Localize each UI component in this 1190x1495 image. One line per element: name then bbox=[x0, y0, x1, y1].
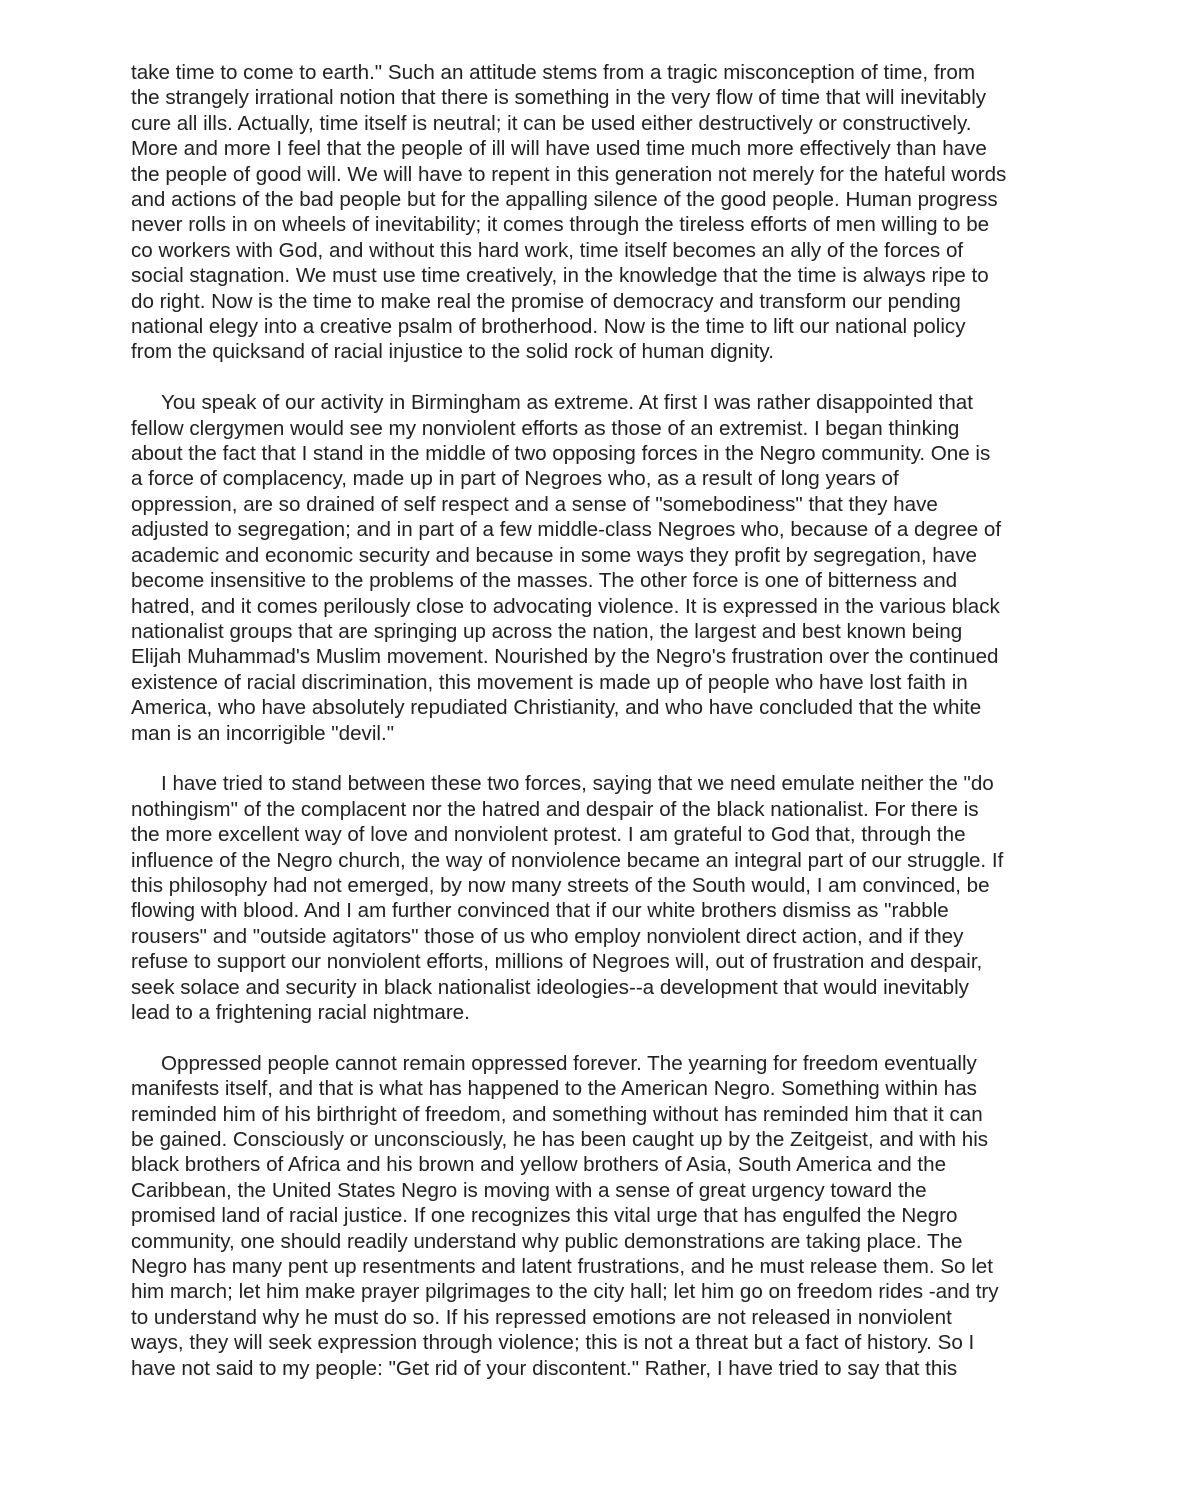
text-line: hatred, and it comes perilously close to advocating violence. It is expressed in the various black bbox=[131, 594, 1000, 618]
text-line: the strangely irrational notion that there is something in the very flow of time that will inevitably bbox=[131, 86, 987, 110]
text-line: Elijah Muhammad's Muslim movement. Nourished by the Negro's frustration over the continued bbox=[131, 645, 999, 669]
text-line: national elegy into a creative psalm of brotherhood. Now is the time to lift our national policy bbox=[131, 315, 966, 339]
text-line: adjusted to segregation; and in part of a few middle-class Negroes who, because of a degree of bbox=[131, 518, 1002, 542]
paragraph-1 bbox=[131, 60, 1071, 365]
text-line: co workers with God, and without this hard work, time itself becomes an ally of the forces of bbox=[131, 238, 964, 262]
paragraph-3 bbox=[131, 771, 1071, 1025]
text-line: I have tried to stand between these two forces, saying that we need emulate neither the "do bbox=[161, 772, 994, 796]
text-line: lead to a frightening racial nightmare. bbox=[131, 1001, 470, 1024]
text-line: promised land of racial justice. If one recognizes this vital urge that has engulfed the Negro bbox=[131, 1204, 958, 1228]
text-line: to understand why he must do so. If his repressed emotions are not released in nonviolent bbox=[131, 1305, 952, 1329]
text-line: and actions of the bad people but for the appalling silence of the good people. Human progress bbox=[131, 188, 998, 212]
paragraph-2 bbox=[131, 390, 1071, 746]
text-line: existence of racial discrimination, this movement is made up of people who have lost faith in bbox=[131, 670, 968, 694]
text-line: about the fact that I stand in the middle of two opposing forces in the Negro community. One is bbox=[131, 442, 991, 466]
text-line: fellow clergymen would see my nonviolent efforts as those of an extremist. I began thinking bbox=[131, 416, 960, 440]
text-line: social stagnation. We must use time creatively, in the knowledge that the time is always ripe to bbox=[131, 264, 989, 288]
text-line: the people of good will. We will have to repent in this generation not merely for the hateful words bbox=[131, 162, 1007, 186]
text-line: a force of complacency, made up in part of Negroes who, as a result of long years of bbox=[131, 467, 899, 491]
text-line: You speak of our activity in Birmingham as extreme. At first I was rather disappointed that bbox=[161, 391, 973, 415]
text-line: seek solace and security in black nationalist ideologies--a development that would inevitably bbox=[131, 975, 969, 999]
text-line: academic and economic security and because in some ways they profit by segregation, have bbox=[131, 543, 977, 567]
text-line: influence of the Negro church, the way of nonviolence became an integral part of our struggle. If bbox=[131, 848, 1004, 872]
text-line: Negro has many pent up resentments and latent frustrations, and he must release them. So let bbox=[131, 1255, 993, 1279]
text-line: this philosophy had not emerged, by now many streets of the South would, I am convinced, be bbox=[131, 873, 990, 897]
text-line: America, who have absolutely repudiated Christianity, and who have concluded that the white bbox=[131, 696, 982, 720]
text-line: take time to come to earth." Such an attitude stems from a tragic misconception of time, from bbox=[131, 61, 976, 84]
text-line: More and more I feel that the people of ill will have used time much more effectively than have bbox=[131, 137, 987, 161]
text-line: cure all ills. Actually, time itself is neutral; it can be used either destructively or constructively. bbox=[131, 111, 972, 135]
text-line: flowing with blood. And I am further convinced that if our white brothers dismiss as "rabble bbox=[131, 899, 949, 923]
text-line: nothingism" of the complacent nor the hatred and despair of the black nationalist. For there is bbox=[131, 797, 979, 821]
text-line: do right. Now is the time to make real the promise of democracy and transform our pending bbox=[131, 289, 961, 313]
text-line: oppression, are so drained of self respect and a sense of "somebodiness" that they have bbox=[131, 492, 938, 516]
text-line: him march; let him make prayer pilgrimages to the city hall; let him go on freedom rides -and try bbox=[131, 1280, 999, 1304]
text-line: have not said to my people: "Get rid of your discontent." Rather, I have tried to say that this bbox=[131, 1356, 958, 1380]
text-line: black brothers of Africa and his brown and yellow brothers of Asia, South America and the bbox=[131, 1153, 947, 1177]
document-page bbox=[131, 60, 1071, 1406]
text-line: manifests itself, and that is what has happened to the American Negro. Something within has bbox=[131, 1077, 977, 1101]
paragraph-4 bbox=[131, 1051, 1071, 1381]
text-line: the more excellent way of love and nonviolent protest. I am grateful to God that, through the bbox=[131, 823, 966, 847]
text-line: refuse to support our nonviolent efforts, millions of Negroes will, out of frustration and despair, bbox=[131, 950, 983, 974]
text-line: be gained. Consciously or unconsciously, he has been caught up by the Zeitgeist, and with his bbox=[131, 1128, 989, 1152]
text-line: never rolls in on wheels of inevitability; it comes through the tireless efforts of men willing to be bbox=[131, 213, 990, 237]
text-line: rousers" and "outside agitators" those of us who employ nonviolent direct action, and if they bbox=[131, 924, 964, 948]
text-line: Caribbean, the United States Negro is moving with a sense of great urgency toward the bbox=[131, 1178, 927, 1202]
text-line: community, one should readily understand why public demonstrations are taking place. The bbox=[131, 1229, 963, 1253]
text-line: Oppressed people cannot remain oppressed forever. The yearning for freedom eventually bbox=[161, 1051, 977, 1075]
text-line: ways, they will seek expression through violence; this is not a threat but a fact of history. So I bbox=[131, 1331, 975, 1355]
text-line: man is an incorrigible "devil." bbox=[131, 721, 395, 745]
text-line: nationalist groups that are springing up across the nation, the largest and best known being bbox=[131, 619, 963, 643]
text-line: reminded him of his birthright of freedom, and something without has reminded him that it can bbox=[131, 1102, 983, 1126]
text-line: become insensitive to the problems of the masses. The other force is one of bitterness and bbox=[131, 569, 958, 593]
text-line: from the quicksand of racial injustice to the solid rock of human dignity. bbox=[131, 340, 774, 364]
